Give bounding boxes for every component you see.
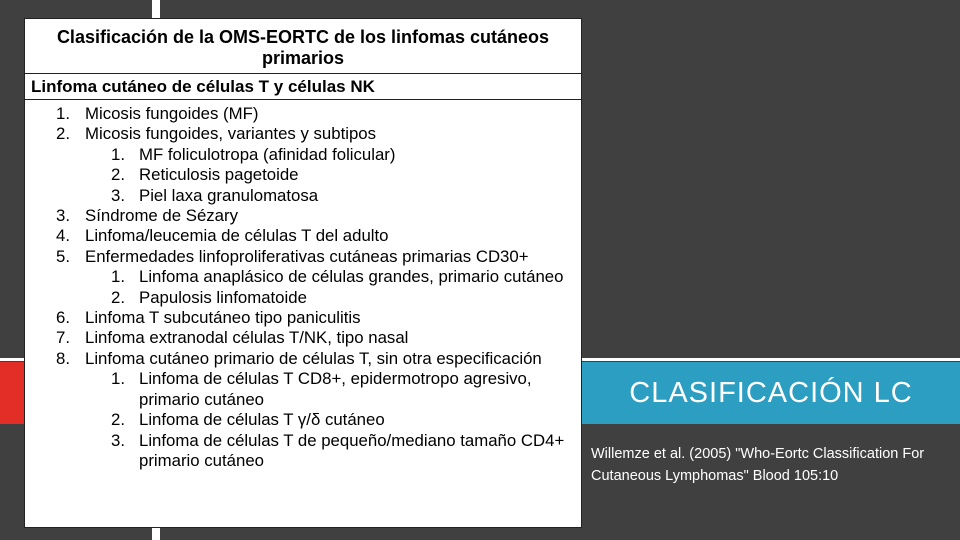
list-item-number: 6. [56,308,70,328]
list-item [25,186,581,206]
list-item [25,145,581,165]
list-item-text: Linfoma anaplásico de células grandes, primario cutáneo [139,267,564,287]
list-item [25,288,581,308]
list-item [25,349,581,369]
list-item [25,267,581,287]
list-item-number: 2. [111,287,125,307]
table-subtitle: Linfoma cutáneo de células T y células NK [25,74,581,100]
list-item-text: Linfoma extranodal células T/NK, tipo nasal [85,328,409,348]
list-item-text: Reticulosis pagetoide [139,165,299,185]
list-item-text: Linfoma/leucemia de células T del adulto [85,226,389,246]
list-item-number: 2. [111,410,125,430]
table-title: Clasificación de la OMS-EORTC de los linfomas cutáneos primarios [25,19,581,74]
list-item [25,206,581,226]
list-item-number: 7. [56,328,70,348]
list-item [25,247,581,267]
citation-text: Willemze et al. (2005) "Who-Eortc Classification For Cutaneous Lymphomas" Blood 105:10 [591,446,925,484]
list-item-number: 2. [56,124,70,144]
list-item-text: Linfoma de células T de pequeño/mediano tamaño CD4+ primario cutáneo [139,430,565,470]
list-item [25,431,581,472]
list-item-number: 3. [111,430,125,450]
list-item [25,328,581,348]
list-item [25,369,581,410]
accent-red-bar [0,362,26,424]
list-item-number: 5. [56,246,70,266]
frame-line-vertical-left-bottom [152,528,160,540]
list-item-text: Micosis fungoides, variantes y subtipos [85,124,377,144]
list-item-text: MF foliculotropa (afinidad folicular) [139,144,396,164]
classification-table-image [24,18,582,528]
list-item [25,124,581,144]
list-item-text: Síndrome de Sézary [85,206,238,226]
list-item [25,165,581,185]
list-item-text: Linfoma de células T γ/δ cutáneo [139,410,385,430]
list-item-number: 1. [111,369,125,389]
list-item-number: 4. [56,226,70,246]
list-item-number: 1. [111,267,125,287]
list-item-text: Linfoma cutáneo primario de células T, sin otra especificación [85,348,542,368]
slide-title: CLASIFICACIÓN LC [582,362,960,424]
list-item [25,410,581,430]
list-item [25,308,581,328]
list-item-number: 3. [56,206,70,226]
classification-list [25,100,581,471]
list-item-number: 1. [56,104,70,123]
list-item-text: Linfoma T subcutáneo tipo paniculitis [85,308,361,328]
list-item-text: Enfermedades linfoproliferativas cutáneas primarias CD30+ [85,246,529,266]
list-item-number: 2. [111,165,125,185]
list-item-number: 1. [111,144,125,164]
list-item-text: Papulosis linfomatoide [139,287,307,307]
frame-line-horizontal-top [0,358,24,361]
list-item [25,104,581,124]
list-item-number: 8. [56,348,70,368]
list-item-number: 3. [111,185,125,205]
list-item-text: Micosis fungoides (MF) [85,104,259,123]
frame-line-horizontal-right [582,358,960,361]
frame-line-vertical-left [152,0,160,18]
list-item-text: Linfoma de células T CD8+, epidermotropo agresivo, primario cutáneo [139,369,532,409]
list-item [25,226,581,246]
list-item-text: Piel laxa granulomatosa [139,185,319,205]
